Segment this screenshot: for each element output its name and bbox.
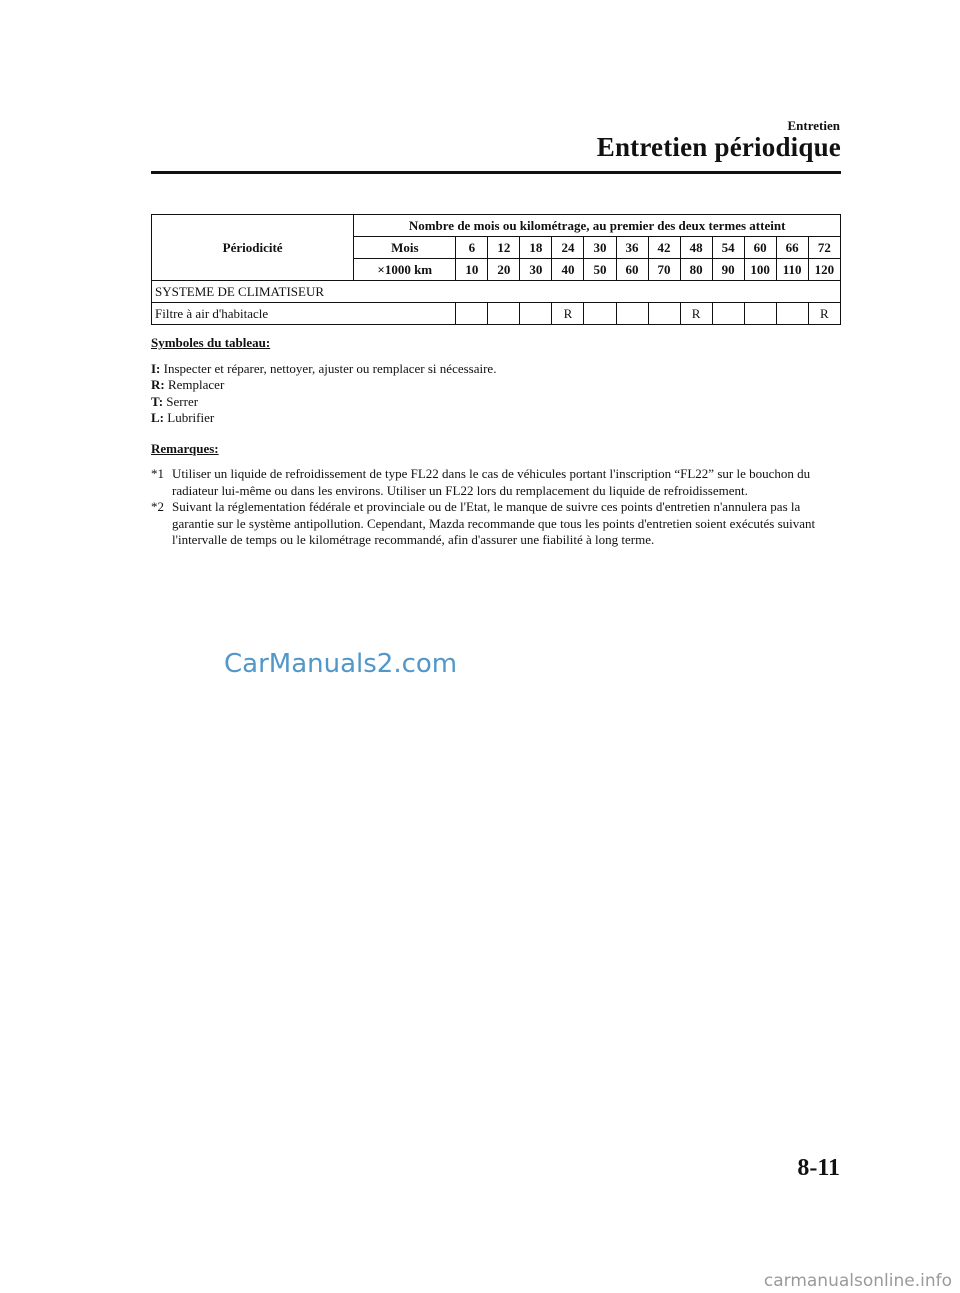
symbol-text: Remplacer [167, 377, 225, 392]
month-cell: 48 [680, 237, 712, 259]
symbol-item [151, 377, 841, 394]
schedule-cell [712, 303, 744, 325]
page-number: 8-11 [797, 1155, 840, 1181]
schedule-cell: R [552, 303, 584, 325]
interval-span-header: Nombre de mois ou kilométrage, au premier des deux termes atteint [354, 215, 841, 237]
km-label: ×1000 km [354, 259, 456, 281]
month-cell: 18 [520, 237, 552, 259]
remark-number: *1 [151, 466, 164, 481]
remark-text: Suivant la réglementation fédérale et provinciale ou de l'Etat, le manque de suivre ces points d'entretien n'annulera pas la garantie sur le système antipollution. Cependant, Mazda recommande que tous les points d'entretien soient exécutés suivant l'intervalle de temps ou le kilométrage recommandé, afin d'assurer une fiabilité à long terme. [172, 499, 816, 547]
symbol-text: Serrer [166, 393, 199, 409]
schedule-cell [488, 303, 520, 325]
symbol-key: I: [151, 360, 161, 376]
remarks-list [151, 466, 841, 549]
km-cell: 70 [648, 259, 680, 281]
month-cell: 6 [456, 237, 488, 259]
symbol-key: L: [151, 410, 164, 425]
month-cell: 36 [616, 237, 648, 259]
month-cell: 60 [744, 237, 776, 259]
month-cell: 24 [552, 237, 584, 259]
remark-item [151, 466, 841, 499]
km-cell: 120 [808, 259, 840, 281]
symbol-text: Lubrifier [167, 410, 215, 425]
section-label: Entretien [787, 118, 840, 133]
km-cell: 20 [488, 259, 520, 281]
symbol-item [151, 394, 841, 411]
notes-block [151, 335, 841, 549]
symbols-list [151, 361, 841, 427]
schedule-cell [616, 303, 648, 325]
remarks-heading: Remarques: [151, 440, 219, 456]
km-cell: 90 [712, 259, 744, 281]
month-cell: 42 [648, 237, 680, 259]
month-cell: 54 [712, 237, 744, 259]
symbols-heading: Symboles du tableau: [151, 335, 271, 350]
symbol-key: R: [151, 377, 165, 392]
remark-item [151, 499, 841, 549]
km-cell: 10 [456, 259, 488, 281]
watermark-logo: CarManuals2.com [224, 649, 458, 679]
schedule-cell: R [680, 303, 712, 325]
footer-watermark: carmanualsonline.info [763, 1271, 952, 1291]
km-cell: 30 [520, 259, 552, 281]
symbol-key: T: [151, 393, 164, 409]
month-cell: 30 [584, 237, 616, 259]
symbol-text: Inspecter et réparer, nettoyer, ajuster ou remplacer si nécessaire. [163, 360, 497, 376]
schedule-cell [776, 303, 808, 325]
km-cell: 110 [776, 259, 808, 281]
schedule-cell [520, 303, 552, 325]
km-cell: 40 [552, 259, 584, 281]
months-label: Mois [354, 237, 456, 259]
item-label: Filtre à air d'habitacle [152, 303, 456, 325]
symbol-item [151, 410, 841, 427]
schedule-cell [584, 303, 616, 325]
symbol-item [151, 361, 841, 378]
km-cell: 80 [680, 259, 712, 281]
km-cell: 100 [744, 259, 776, 281]
maintenance-schedule-table [151, 214, 841, 325]
section-row: SYSTEME DE CLIMATISEUR [152, 281, 841, 303]
km-cell: 60 [616, 259, 648, 281]
schedule-cell [744, 303, 776, 325]
periodicity-header: Périodicité [152, 215, 354, 281]
page-title: Entretien périodique [596, 132, 841, 162]
schedule-cell: R [808, 303, 840, 325]
header-rule [151, 171, 841, 174]
schedule-cell [648, 303, 680, 325]
month-cell: 72 [808, 237, 840, 259]
remark-number: *2 [151, 499, 164, 514]
month-cell: 66 [776, 237, 808, 259]
month-cell: 12 [488, 237, 520, 259]
schedule-cell [456, 303, 488, 325]
km-cell: 50 [584, 259, 616, 281]
remark-text: Utiliser un liquide de refroidissement de type FL22 dans le cas de véhicules portant l'inscription “FL22” sur le bouchon du radiateur lui-même ou dans les environs. Utiliser un FL22 lors du remplacement du liquide de refroidissement. [172, 466, 811, 498]
table-row [152, 303, 841, 325]
